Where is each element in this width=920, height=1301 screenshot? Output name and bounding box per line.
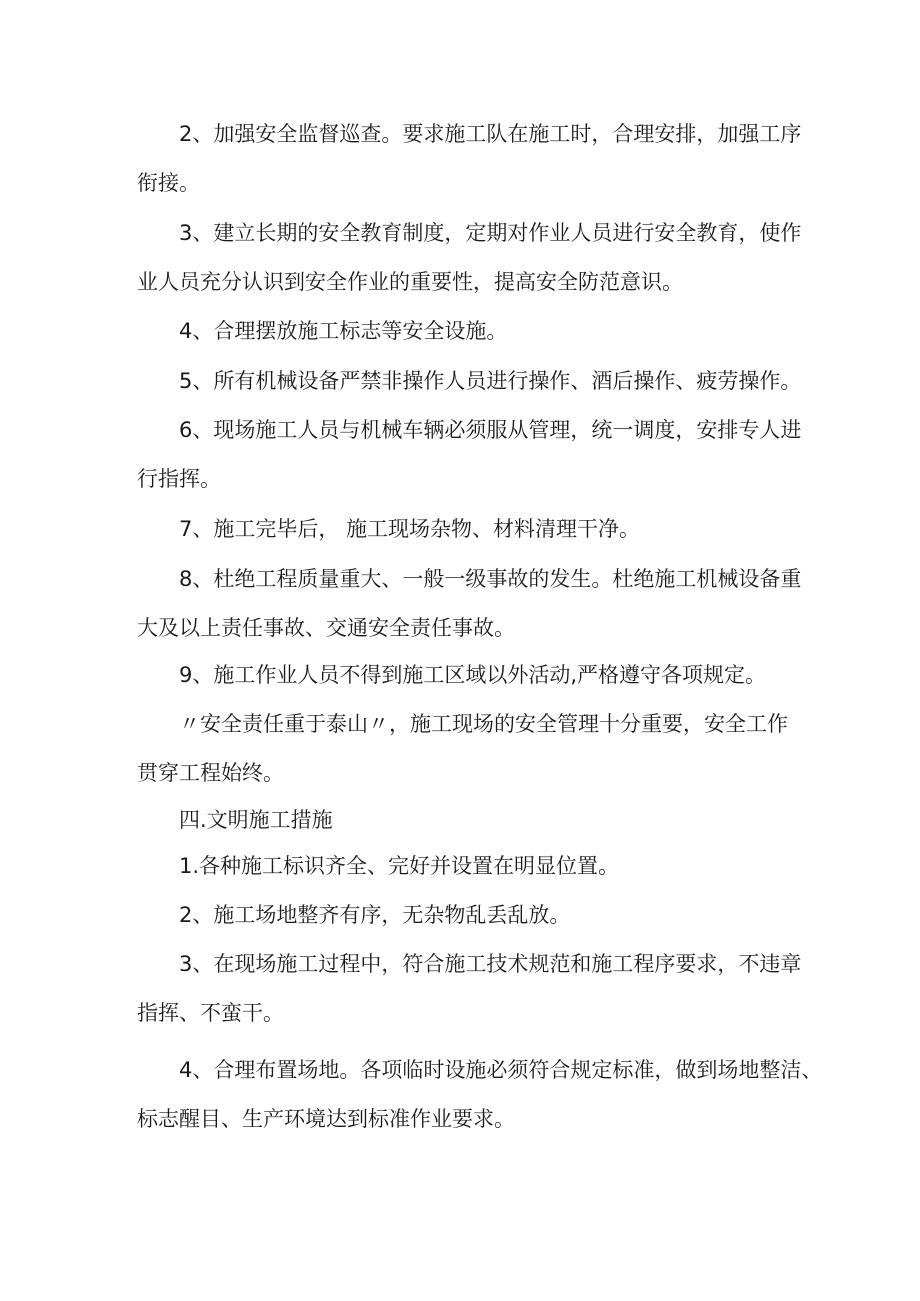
paragraph-line: 〃安全责任重于泰山〃，施工现场的安全管理十分重要，安全工作: [179, 712, 788, 736]
paragraph-line: 4、合理布置场地。各项临时设施必须符合规定标准，做到场地整洁、: [179, 1058, 823, 1082]
paragraph-line: 标志醒目、生产环境达到标准作业要求。: [137, 1107, 515, 1131]
paragraph-line: 1.各种施工标识齐全、完好并设置在明显位置。: [179, 854, 620, 878]
paragraph-item-4: [137, 307, 787, 356]
section-item-1: [137, 842, 787, 891]
paragraph-item-9: [137, 651, 787, 700]
paragraph-line: 5、所有机械设备严禁非操作人员进行操作、酒后操作、疲劳操作。: [179, 369, 802, 393]
paragraph-line: 7、施工完毕后， 施工现场杂物、材料清理干净。: [179, 517, 641, 541]
paragraph-line: 业人员充分认识到安全作业的重要性，提高安全防范意识。: [137, 270, 683, 294]
paragraph-item-2: [137, 110, 802, 208]
section-item-2: [137, 891, 787, 940]
section-item-4: [137, 1046, 823, 1144]
paragraph-item-6: [137, 406, 802, 504]
paragraph-line: 2、施工场地整齐有序，无杂物乱丢乱放。: [179, 903, 571, 927]
paragraph-line: 行指挥。: [137, 467, 221, 491]
paragraph-line: 指挥、不蛮干。: [137, 1001, 284, 1025]
paragraph-item-8: [137, 555, 802, 653]
paragraph-line: 贯穿工程始终。: [137, 761, 284, 785]
section-heading: 四.文明施工措施: [179, 808, 333, 832]
paragraph-line: 大及以上责任事故、交通安全责任事故。: [137, 616, 515, 640]
paragraph-line: 9、施工作业人员不得到施工区域以外活动,严格遵守各项规定。: [179, 663, 767, 687]
paragraph-line: 8、杜绝工程质量重大、一般一级事故的发生。杜绝施工机械设备重: [179, 567, 802, 591]
section-item-3: [137, 940, 802, 1038]
paragraph-line: 6、现场施工人员与机械车辆必须服从管理，统一调度，安排专人进: [179, 418, 802, 442]
paragraph-safety-quote: [137, 700, 787, 798]
paragraph-line: 4、合理摆放施工标志等安全设施。: [179, 319, 508, 343]
paragraph-line: 2、加强安全监督巡查。要求施工队在施工时，合理安排，加强工序: [179, 122, 802, 146]
paragraph-line: 3、在现场施工过程中，符合施工技术规范和施工程序要求，不违章: [179, 952, 802, 976]
paragraph-line: 3、建立长期的安全教育制度，定期对作业人员进行安全教育，使作: [179, 221, 802, 245]
paragraph-item-3: [137, 209, 802, 307]
paragraph-line: 衔接。: [137, 171, 200, 195]
paragraph-item-5: [137, 357, 802, 406]
paragraph-item-7: [137, 505, 787, 554]
